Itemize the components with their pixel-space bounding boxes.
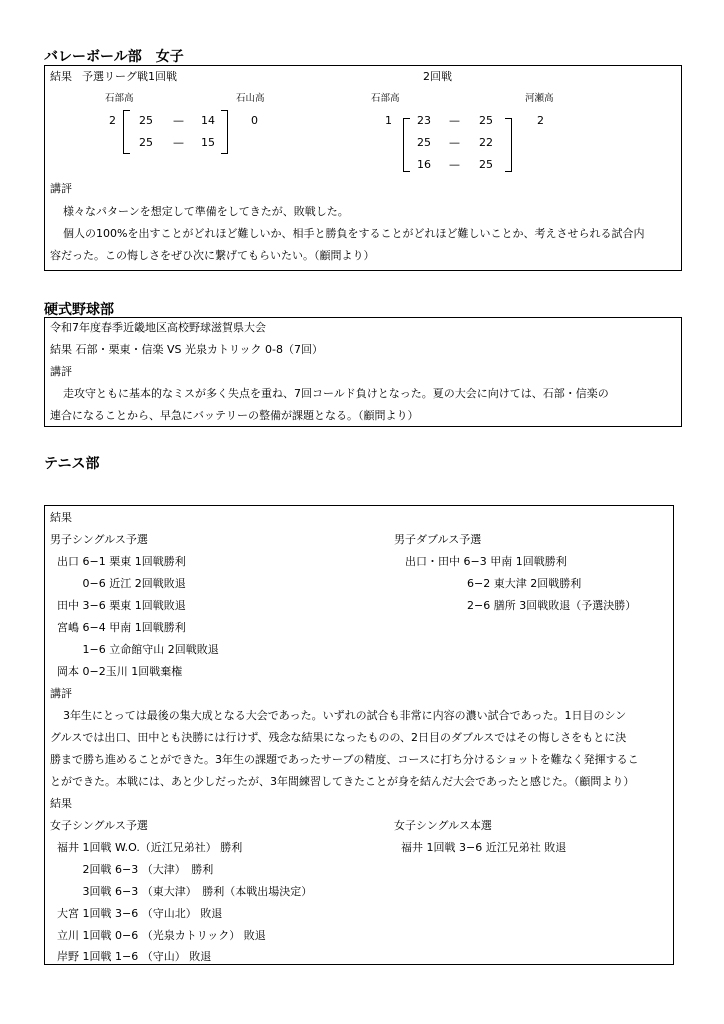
match1-set2-a: 25 (139, 136, 153, 149)
girls-singles-row: 立川 1回戦 0−6 （光泉カトリック） 敗退 (57, 929, 266, 942)
match2-set3-b: 25 (479, 158, 493, 171)
volleyball-review-line: 様々なパターンを想定して準備をしてきたが、敗戦した。 (63, 205, 349, 218)
girls-singles-row: 3回戦 6−3 （東大津） 勝利（本戦出場決定） (57, 885, 313, 898)
boys-singles-row: 岡本 0−2玉川 1回戦棄権 (57, 665, 183, 678)
baseball-tournament: 令和7年度春季近畿地区高校野球滋賀県大会 (50, 321, 266, 334)
match1-team-b: 石山高 (236, 93, 265, 104)
match1-bracket-left (123, 110, 130, 154)
volleyball-box (44, 65, 682, 271)
tennis-box (44, 505, 674, 965)
match2-bracket-left (403, 118, 410, 172)
match2-set3-a: 16 (417, 158, 431, 171)
girls-singles-row: 岸野 1回戦 1−6 （守山） 敗退 (57, 950, 212, 963)
tennis-review-line: とができた。本戦には、あと少しだったが、3年間練習してきたことが身を結んだ大会であったと感じた。（顧問より） (50, 775, 635, 788)
volleyball-round1-title: 予選リーグ戦1回戦 (82, 70, 177, 83)
girls-singles-row: 2回戦 6−3 （大津） 勝利 (57, 863, 214, 876)
boys-singles-row: 0−6 近江 2回戦敗退 (57, 577, 186, 590)
match1-set1-b: 14 (201, 114, 215, 127)
tennis-review-line: 勝まで勝ち進めることができた。3年生の課題であったサーブの精度、コースに打ち分けるショットを難なく発揮するこ (50, 753, 639, 766)
match1-score-b: 0 (251, 114, 258, 127)
girls-main-row: 福井 1回戦 3−6 近江兄弟社 敗退 (401, 841, 567, 854)
boys-doubles-row: 出口・田中 6−3 甲南 1回戦勝利 (405, 555, 567, 568)
tennis-review-label: 講評 (50, 687, 72, 700)
tennis-review-line: 3年生にとっては最後の集大成となる大会であった。いずれの試合も非常に内容の濃い試合であった。1日目のシン (63, 709, 627, 722)
match1-set2-dash: — (173, 136, 184, 149)
boys-doubles-row: 2−6 膳所 3回戦敗退（予選決勝） (467, 599, 637, 612)
match1-set1-a: 25 (139, 114, 153, 127)
boys-singles-row: 出口 6−1 栗東 1回戦勝利 (57, 555, 186, 568)
girls-main-title: 女子シングルス本選 (394, 819, 492, 832)
match1-team-a: 石部高 (105, 93, 134, 104)
match2-bracket-right (505, 118, 512, 172)
match2-team-b: 河瀬高 (525, 93, 554, 104)
match2-score-b: 2 (537, 114, 544, 127)
boys-doubles-title: 男子ダブルス予選 (394, 533, 482, 546)
match1-bracket-right (221, 110, 228, 154)
match2-set1-a: 23 (417, 114, 431, 127)
match2-set2-dash: — (449, 136, 460, 149)
match2-set1-dash: — (449, 114, 460, 127)
match2-set2-b: 22 (479, 136, 493, 149)
boys-doubles-row: 6−2 東大津 2回戦勝利 (467, 577, 582, 590)
match2-score-a: 1 (385, 114, 392, 127)
volleyball-review-label: 講評 (50, 182, 72, 195)
boys-singles-title: 男子シングルス予選 (50, 533, 148, 546)
match2-set2-a: 25 (417, 136, 431, 149)
boys-singles-row: 田中 3−6 栗東 1回戦敗退 (57, 599, 186, 612)
baseball-result: 結果 石部・栗東・信楽 VS 光泉カトリック 0-8（7回） (50, 343, 324, 356)
baseball-heading: 硬式野球部 (44, 302, 114, 318)
match2-set1-b: 25 (479, 114, 493, 127)
girls-singles-title: 女子シングルス予選 (50, 819, 148, 832)
volleyball-review-line: 容だった。この悔しさをぜひ次に繋げてもらいたい。（顧問より） (50, 249, 375, 262)
baseball-review-line: 連合になることから、早急にバッテリーの整備が課題となる。（顧問より） (50, 409, 419, 422)
volleyball-heading: バレーボール部 女子 (44, 49, 184, 65)
match2-team-a: 石部高 (371, 93, 400, 104)
tennis-review-line: グルスでは出口、田中とも決勝には行けず、残念な結果になったものの、2日目のダブルスではその悔しさをもとに決 (50, 731, 627, 744)
match1-set2-b: 15 (201, 136, 215, 149)
volleyball-review-line: 個人の100%を出すことがどれほど難しいか、相手と勝負をすることがどれほど難しいことか、考えさせられる試合内 (63, 227, 645, 240)
baseball-review-line: 走攻守ともに基本的なミスが多く失点を重ね、7回コールド負けとなった。夏の大会に向けては、石部・信楽の (63, 387, 609, 400)
volleyball-result-label: 結果 (50, 70, 72, 83)
tennis-result2-label: 結果 (50, 797, 72, 810)
boys-singles-row: 宮嶋 6−4 甲南 1回戦勝利 (57, 621, 186, 634)
boys-singles-row: 1−6 立命館守山 2回戦敗退 (57, 643, 219, 656)
tennis-result-label: 結果 (50, 511, 72, 524)
match1-score-a: 2 (109, 114, 116, 127)
baseball-box (44, 317, 682, 427)
baseball-review-label: 講評 (50, 365, 72, 378)
tennis-heading: テニス部 (44, 456, 100, 472)
girls-singles-row: 福井 1回戦 W.O.（近江兄弟社） 勝利 (57, 841, 243, 854)
volleyball-round2-title: 2回戦 (423, 70, 452, 83)
match1-set1-dash: — (173, 114, 184, 127)
match2-set3-dash: — (449, 158, 460, 171)
girls-singles-row: 大宮 1回戦 3−6 （守山北） 敗退 (57, 907, 223, 920)
